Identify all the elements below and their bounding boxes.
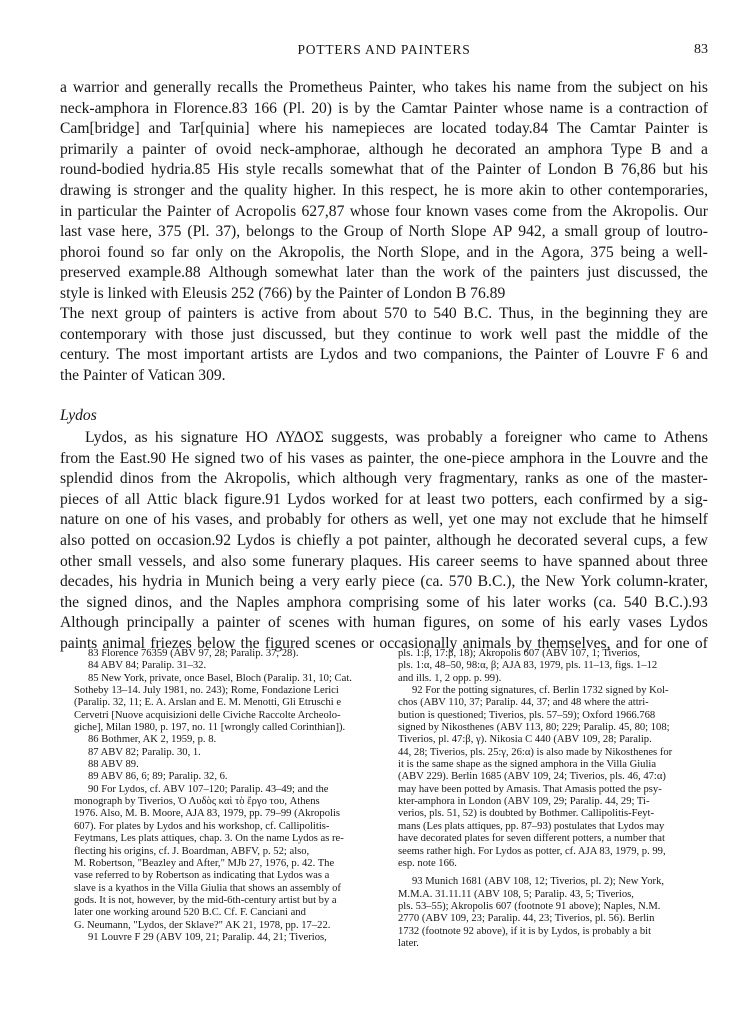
text-line: paints animal friezes below the figured scenes or occasionally animals by themselves, and for one of <box>60 634 708 652</box>
text-line: pieces of all Attic black figure.91 Lydos worked for at least two potters, each confirmed by a sig- <box>60 490 708 508</box>
footnote-line: signed by Nikosthenes (ABV 113, 80; 229; Paralip. 45, 80; 108; <box>398 722 670 734</box>
footnote-line: 87 ABV 82; Paralip. 30, 1. <box>88 746 201 758</box>
footnote-line: 88 ABV 89. <box>88 759 139 771</box>
footnote-line: (Paralip. 32, 11; E. A. Arslan and E. M. Menotti, Gli Etruschi e <box>74 697 342 709</box>
text-line: contemporary with those just discussed, but they continue to work well past the middle of the <box>60 325 708 343</box>
footnote-line: 1976. Also, M. B. Moore, AJA 83, 1979, pp. 79–99 (Akropolis <box>74 808 341 820</box>
footnote-line: and ills. 1, 2 opp. p. 99). <box>398 672 502 684</box>
text-line: last vase here, 375 (Pl. 37), belongs to the Group of North Slope AP 942, a small group of loutro- <box>60 223 708 241</box>
text-line: neck-amphora in Florence.83 166 (Pl. 20) is by the Camtar Painter whose name is a contraction of <box>60 99 708 117</box>
footnote-line: 1732 (footnote 92 above), if it is by Lydos, is probably a bit <box>398 925 652 937</box>
footnote-line: Feytmans, Les plats attiques, chap. 3. On the name Lydos as re- <box>74 833 344 845</box>
footnote-line: 85 New York, private, once Basel, Bloch (Paralip. 31, 10; Cat. <box>88 672 352 684</box>
page-number: 83 <box>694 42 708 57</box>
footnote-line: M. Robertson, "Beazley and After," MJb 27, 1976, p. 42. The <box>74 857 335 869</box>
footnote-line: kter-amphora in London (ABV 109, 29; Paralip. 44, 29; Ti- <box>398 796 650 808</box>
text-line: the signed dinos, and the Naples amphora comprising some of his later works (ca. 540 B.C.).93 <box>60 593 708 611</box>
footnote-line: M.M.A. 31.11.11 (ABV 108, 5; Paralip. 43, 5; Tiverios, <box>398 888 634 900</box>
footnote-line: giche], Milan 1980, p. 197, no. 11 [wrongly called Corinthian]). <box>74 722 346 734</box>
running-title: POTTERS AND PAINTERS <box>297 42 471 57</box>
footnote-line: G. Neumann, "Lydos, der Sklave?" AK 21, 1978, pp. 17–22. <box>74 919 331 931</box>
text-line: phoroi found so far only on the Akropolis, the North Slope, and in the Agora, 375 being a well- <box>60 243 708 261</box>
footnote-line: 91 Louvre F 29 (ABV 109, 21; Paralip. 44, 21; Tiverios, <box>88 931 327 943</box>
footnote-line: 2770 (ABV 109, 23; Paralip. 44, 23; Tiverios, pl. 56). Berlin <box>398 913 655 925</box>
footnote-line: verios, pls. 51, 52) is doubted by Bothmer. Callipolitis-Feyt- <box>398 808 655 820</box>
footnote-line: 93 Munich 1681 (ABV 108, 12; Tiverios, pl. 2); New York, <box>412 876 665 888</box>
footnote-line: pls. 1:β, 17:β, 18); Akropolis 607 (ABV 107, 1; Tiverios, <box>398 648 640 659</box>
footnote-line: 89 ABV 86, 6; 89; Paralip. 32, 6. <box>88 771 228 783</box>
footnote-line: pls. 1:α, 48–50, 98:α, β; AJA 83, 1979, pls. 11–13, figs. 1–12 <box>398 660 658 672</box>
running-header <box>60 42 708 62</box>
text-line: from the East.90 He signed two of his vases as painter, the one-piece amphora in the Louvre and the <box>60 449 708 467</box>
footnote-line: Tiverios, pl. 47:β, γ). Nikosia C 440 (ABV 109, 28; Paralip. <box>398 734 652 746</box>
footnote-line: may have been potted by Amasis. That Amasis potted the psy- <box>398 783 662 795</box>
text-line: century. The most important artists are Lydos and two companions, the Painter of Louvre F 6 and <box>60 346 708 364</box>
text-line: drawing is stronger and the quality higher. In this respect, he is more akin to other contemporaries, <box>60 181 708 199</box>
text-line: splendid dinos from the Akropolis, which although very fragmentary, ranks as one of the master- <box>60 470 708 488</box>
footnote-line: monograph by Tiverios, Ὁ Λυδὸς καὶ τὸ ἔργο του, Athens <box>74 796 320 808</box>
footnote-line: later one working around 520 B.C. Cf. F. Canciani and <box>74 907 306 919</box>
footnote-line: 92 For the potting signatures, cf. Berlin 1732 signed by Kol- <box>412 685 669 697</box>
footnote-line: (ABV 229). Berlin 1685 (ABV 109, 24; Tiverios, pls. 46, 47:α) <box>398 771 666 783</box>
footnote-line: vase referred to by Robertson as indicating that Lydos was a <box>74 870 330 882</box>
text-line: nature on one of his vases, and probably for others as well, yet one may not exclude that he himself <box>60 511 708 529</box>
text-line: The next group of painters is active from about 570 to 540 B.C. Thus, in the beginning they are <box>60 305 708 322</box>
paragraph-camtar-painter <box>60 78 708 305</box>
text-line: primarily a painter of ovoid neck-amphorae, although he decorated an amphora Type B and a <box>60 140 708 158</box>
text-line: the Painter of Vatican 309. <box>60 366 226 384</box>
text-line: a warrior and generally recalls the Prometheus Painter, who takes his name from the subject on his <box>60 79 708 96</box>
text-line: also potted on occasion.92 Lydos is chiefly a pot painter, although he decorated several cups, a few <box>60 531 708 549</box>
footnote-line: bution is questioned; Tiverios, pls. 57–59); Oxford 1966.768 <box>398 709 656 721</box>
footnote-line: gods. It is not, however, by the mid-6th-century artist but by a <box>74 894 337 906</box>
footnote-line: 90 For Lydos, cf. ABV 107–120; Paralip. 43–49; and the <box>88 783 329 795</box>
text-line: Lydos, as his signature HO ΛΥΔΟΣ suggests, was probably a foreigner who came to Athens <box>85 429 708 446</box>
text-line: decades, his hydria in Munich being a very early piece (ca. 570 B.C.), the New York column-krater, <box>60 573 708 591</box>
footnote-line: it is the same shape as the signed amphora in the Villa Giulia <box>398 759 657 771</box>
footnote-line: chos (ABV 110, 37; Paralip. 44, 37; and 48 where the attri- <box>398 697 649 709</box>
footnote-line: pls. 53–55); Akropolis 607 (footnote 91 above); Naples, N.M. <box>398 900 661 912</box>
footnote-line: mans (Les plats attiques, pp. 87–93) postulates that Lydos may <box>398 820 665 832</box>
footnote-line: Sotheby 13–14. July 1981, no. 243); Rome, Fondazione Lerici <box>74 685 339 697</box>
footnote-line: flecting his origins, cf. J. Boardman, ABFV, p. 52; also, <box>74 845 310 857</box>
footnotes-left-column <box>74 648 374 944</box>
paragraph-lydos <box>60 428 708 655</box>
text-line: other small vessels, and also some funerary plaques. His career seems to have spanned about three <box>60 552 708 570</box>
footnote-line: 84 ABV 84; Paralip. 31–32. <box>88 660 207 672</box>
footnote-line: 83 Florence 76359 (ABV 97, 28; Paralip. 37, 28). <box>88 648 299 659</box>
text-line: round-bodied hydria.85 His style recalls somewhat that of the Painter of London B 76,86 but his <box>60 161 708 179</box>
paragraph-next-group <box>60 304 708 386</box>
footnote-line: 607). For plates by Lydos and his workshop, cf. Callipolitis- <box>74 820 330 832</box>
footnote-line: seems rather high. For Lydos as potter, cf. AJA 83, 1979, p. 99, <box>398 845 666 857</box>
text-line: Although principally a painter of scenes with human figures, on some of his early vases Lydos <box>60 614 708 632</box>
footnote-line: have decorated plates for seven different potters, a number that <box>398 833 665 845</box>
text-line: Cam[bridge] and Tar[quinia] where his namepieces are located today.84 The Camtar Painter is <box>60 120 708 138</box>
text-line: in particular the Painter of Acropolis 627,87 whose four known vases come from the Akropolis. Our <box>60 202 708 220</box>
footnote-line: Cervetri [Nuove acquisizioni delle Civiche Raccolte Archeolo- <box>74 709 341 721</box>
footnote-line: esp. note 166. <box>398 857 457 869</box>
footnote-line: 86 Bothmer, AK 2, 1959, p. 8. <box>88 734 217 746</box>
footnote-line: slave is a kyathos in the Villa Giulia that shows an assembly of <box>74 882 341 894</box>
section-subheading-lydos: Lydos <box>60 407 97 424</box>
text-line: preserved example.88 Although somewhat later than the work of the painters just discussed, the <box>60 264 708 282</box>
footnotes-right-column <box>398 648 708 950</box>
footnote-line: later. <box>398 937 419 949</box>
footnote-line: 44, 28; Tiverios, pls. 25:γ, 26:α) is also made by Nikosthenes for <box>398 746 673 758</box>
text-line: style is linked with Eleusis 252 (766) by the Painter of London B 76.89 <box>60 284 506 302</box>
